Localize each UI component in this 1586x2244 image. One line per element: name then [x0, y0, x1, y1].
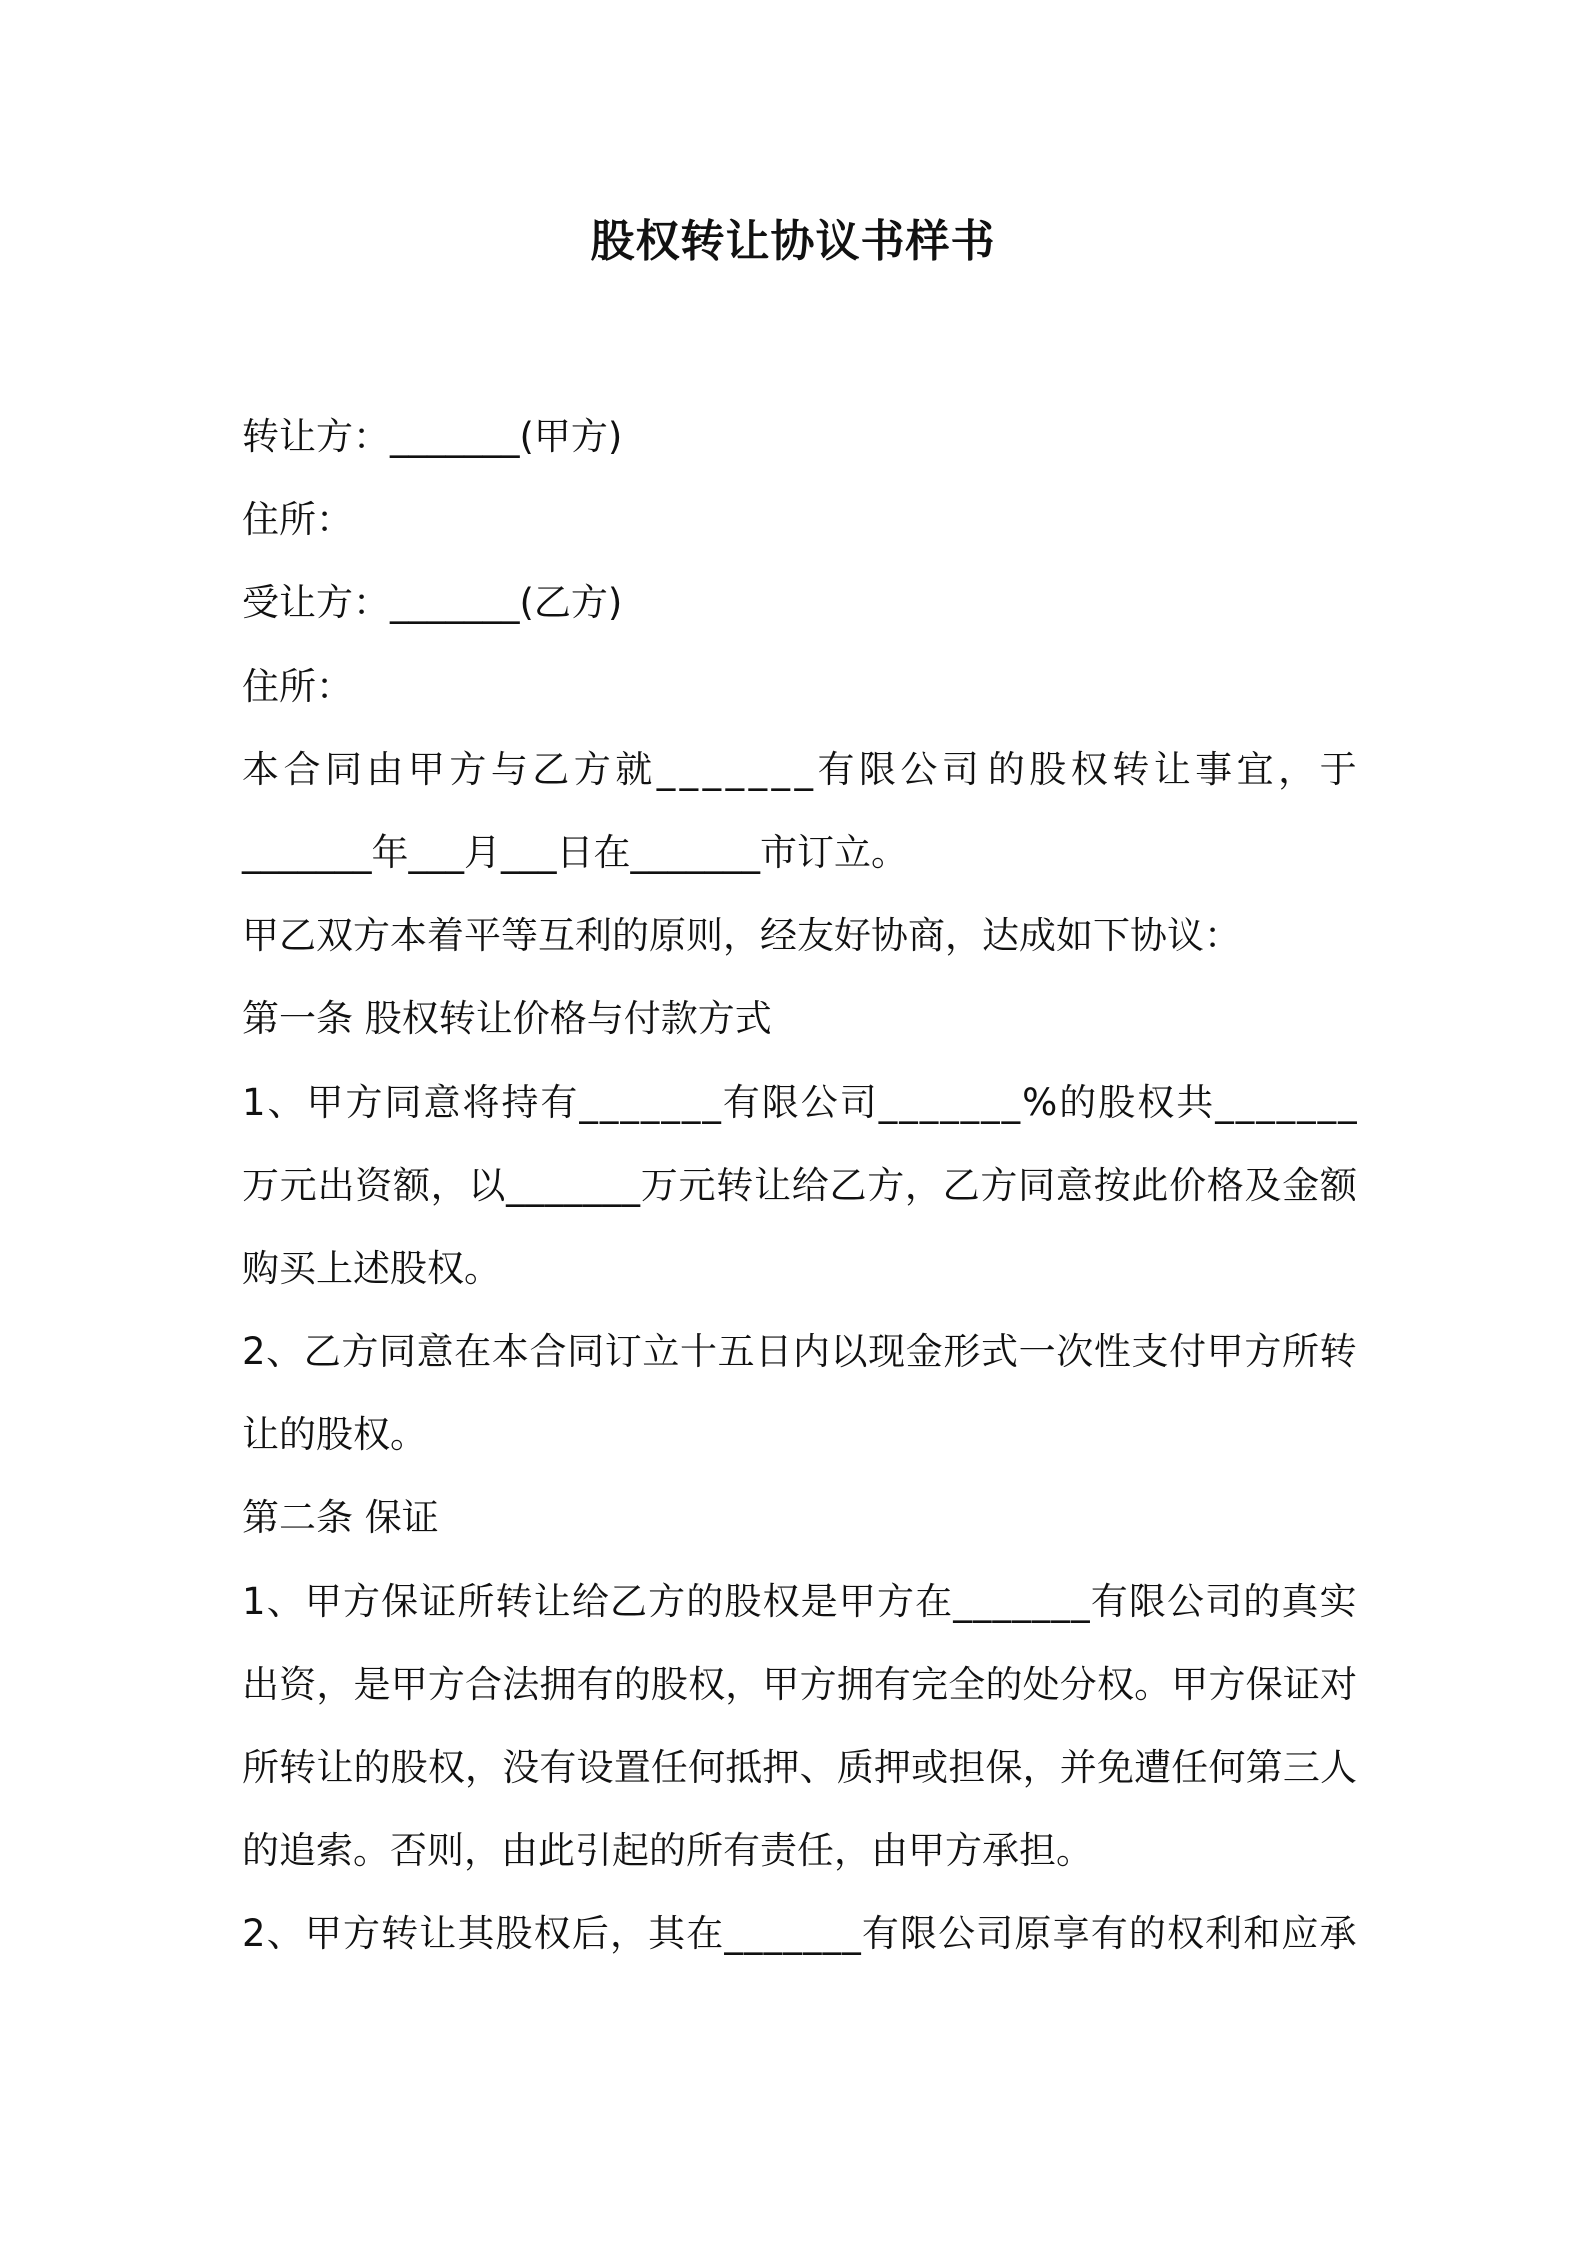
document-line: 转让方：_______(甲方) [242, 415, 623, 458]
document-line: 2 、 甲 方 转 让 其 股 权 后 ， 其 在 _ _ _ _ _ _ _ 有 限 公 司 原 享 有 的 权 利 和 应 承 [242, 1912, 1357, 1956]
document-body [242, 410, 1357, 1991]
document-line: 受让方：_______(乙方) [242, 581, 623, 625]
document-line: _______年___月___日在_______市订立。 [242, 830, 908, 874]
document-line: 万 元 出 资 额 ， 以 _ _ _ _ _ _ _ 万 元 转 让 给 乙 方 ， 乙 方 同 意 按 此 价 格 及 金 额 [242, 1163, 1357, 1207]
document-line: 本 合 同 由 甲 方 与 乙 方 就 _ _ _ _ _ _ _ 有 限 公 司 的 股 权 转 让 事 宜 ， 于 [242, 747, 1357, 791]
document-line: 让的股权。 [242, 1413, 427, 1457]
document-title: 股权转让协议书样书 [590, 216, 996, 267]
document-line: 住所： [242, 498, 353, 542]
document-line: 第一条 股权转让价格与付款方式 [242, 997, 772, 1041]
document-line: 所 转 让 的 股 权 ， 没 有 设 置 任 何 抵 押 、 质 押 或 担 保 ， 并 免 遭 任 何 第 三 人 [242, 1746, 1357, 1789]
document-line: 甲乙双方本着平等互利的原则，经友好协商，达成如下协议： [242, 914, 1241, 958]
document-line: 的追索。否则，由此引起的所有责任，由甲方承担。 [242, 1829, 1093, 1873]
document-line: 出 资 ， 是 甲 方 合 法 拥 有 的 股 权 ， 甲 方 拥 有 完 全 的 处 分 权 。 甲 方 保 证 对 [242, 1662, 1357, 1706]
document-line: 购买上述股权。 [242, 1246, 501, 1290]
document-line: 1 、 甲 方 同 意 将 持 有 _ _ _ _ _ _ _ 有 限 公 司 _ _ _ _ _ _ _ % 的 股 权 共 _ _ _ _ _ _ _ [242, 1080, 1357, 1124]
document-line: 2 、 乙 方 同 意 在 本 合 同 订 立 十 五 日 内 以 现 金 形 式 一 次 性 支 付 甲 方 所 转 [242, 1330, 1357, 1374]
document-line: 住所： [242, 664, 353, 708]
document-line: 第二条 保证 [242, 1496, 439, 1540]
document-line: 1 、 甲 方 保 证 所 转 让 给 乙 方 的 股 权 是 甲 方 在 _ _ _ _ _ _ _ 有 限 公 司 的 真 实 [242, 1579, 1357, 1623]
